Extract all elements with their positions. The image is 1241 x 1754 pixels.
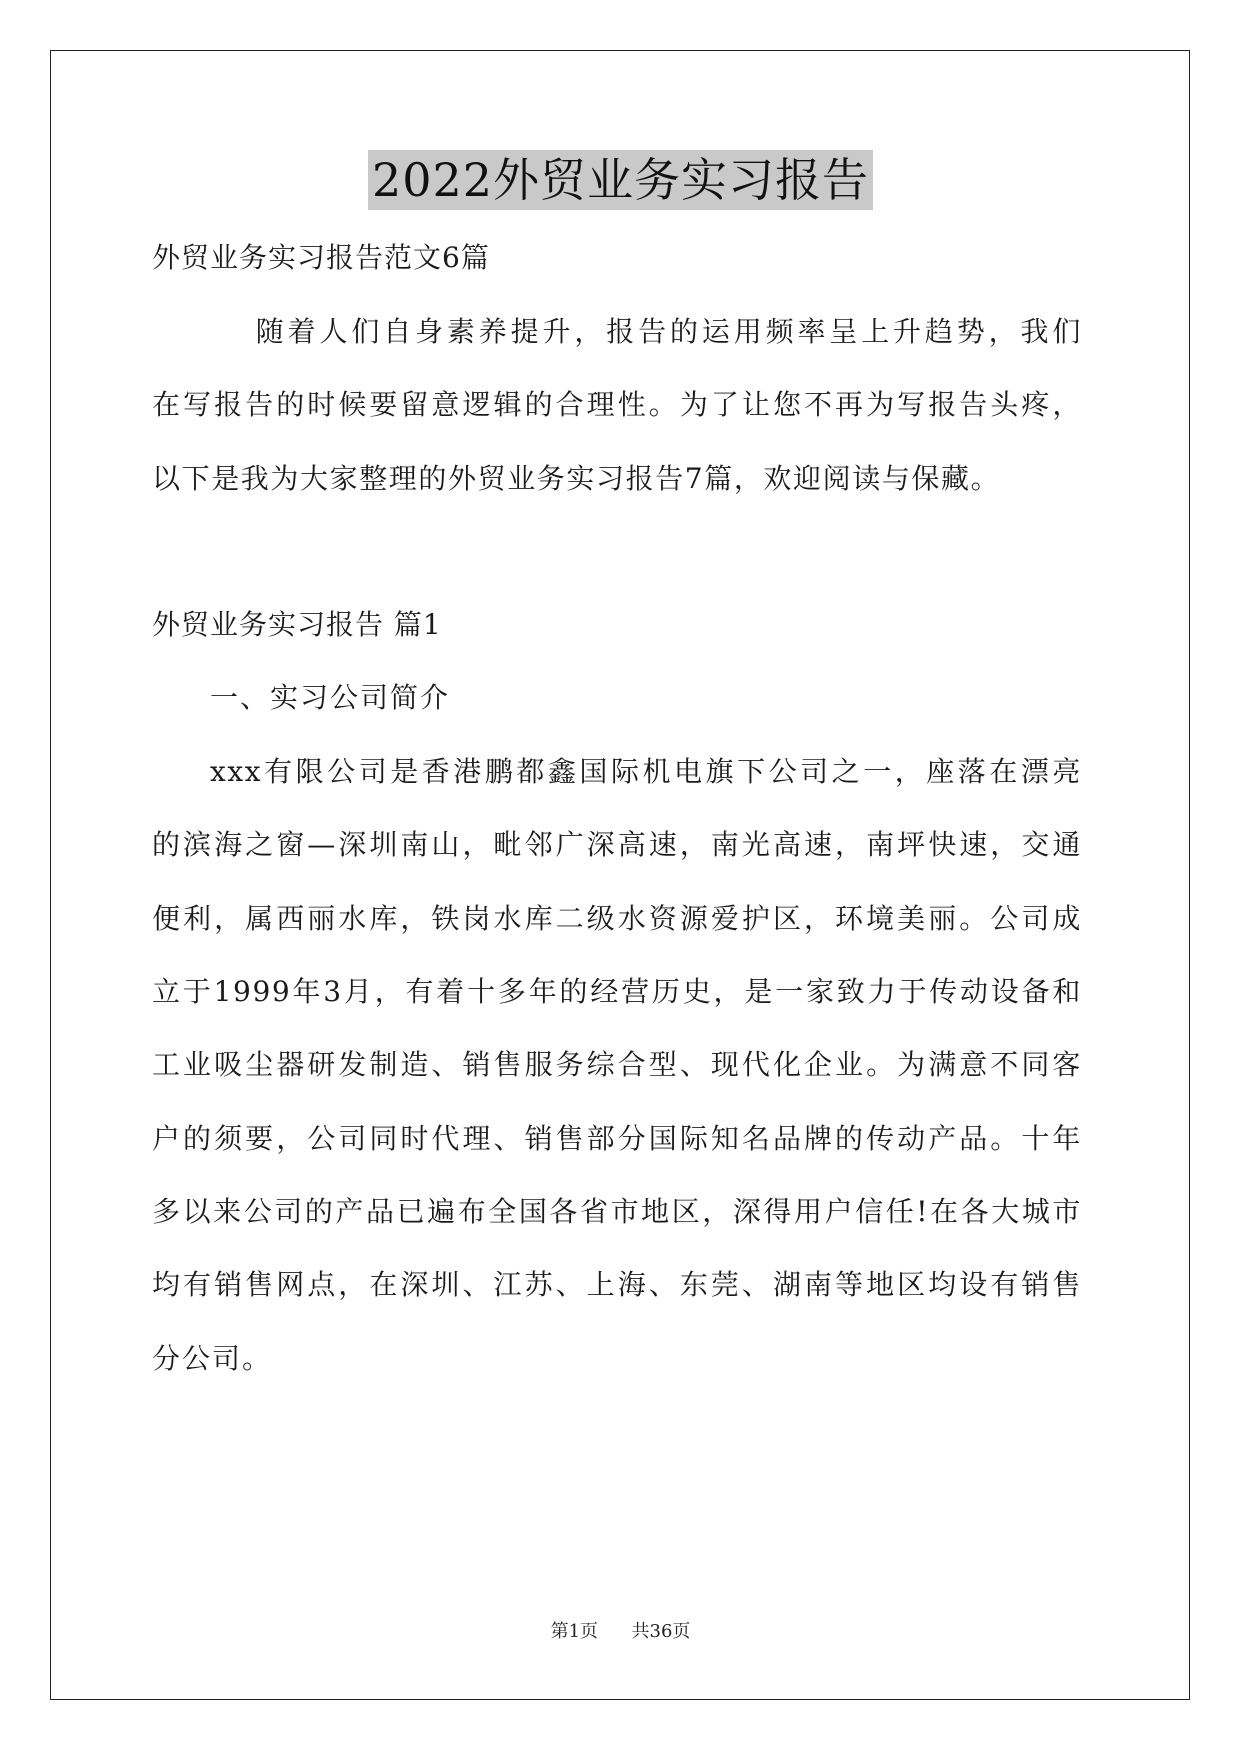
intro-line-3: 以下是我为大家整理的外贸业务实习报告7篇，欢迎阅读与保藏。: [152, 462, 1001, 495]
body-line-4: 立于1999年3月，有着十多年的经营历史，是一家致力于传动设备和: [152, 975, 1082, 1008]
body-line-7: 多以来公司的产品已遍布全国各省市地区，深得用户信任!在各大城市: [152, 1195, 1082, 1228]
body-line-2: 的滨海之窗—深圳南山，毗邻广深高速，南光高速，南坪快速，交通: [152, 828, 1082, 861]
title-container: [0, 150, 1241, 210]
body-line-9: 分公司。: [152, 1342, 273, 1375]
document-title: 2022外贸业务实习报告: [368, 150, 873, 210]
subsection-title: 一、实习公司简介: [210, 681, 451, 714]
body-line-1: xxx有限公司是香港鹏都鑫国际机电旗下公司之一，座落在漂亮: [210, 755, 1082, 788]
body-line-5: 工业吸尘器研发制造、销售服务综合型、现代化企业。为满意不同客: [152, 1048, 1082, 1081]
page-number: 第1页: [550, 1621, 599, 1642]
body-line-8: 均有销售网点，在深圳、江苏、上海、东莞、湖南等地区均设有销售: [152, 1268, 1082, 1301]
section-title: 外贸业务实习报告 篇1: [152, 608, 442, 641]
intro-line-1: 随着人们自身素养提升，报告的运用频率呈上升趋势，我们: [192, 315, 1082, 348]
intro-line-2: 在写报告的时候要留意逻辑的合理性。为了让您不再为写报告头疼，: [152, 388, 1082, 421]
document-subtitle: 外贸业务实习报告范文6篇: [152, 241, 490, 274]
body-line-6: 户的须要，公司同时代理、销售部分国际知名品牌的传动产品。十年: [152, 1122, 1082, 1155]
page-footer: [0, 1620, 1241, 1644]
body-line-3: 便利，属西丽水库，铁岗水库二级水资源爱护区，环境美丽。公司成: [152, 902, 1082, 935]
page-total: 共36页: [631, 1621, 691, 1642]
page-border: [50, 50, 1190, 1700]
